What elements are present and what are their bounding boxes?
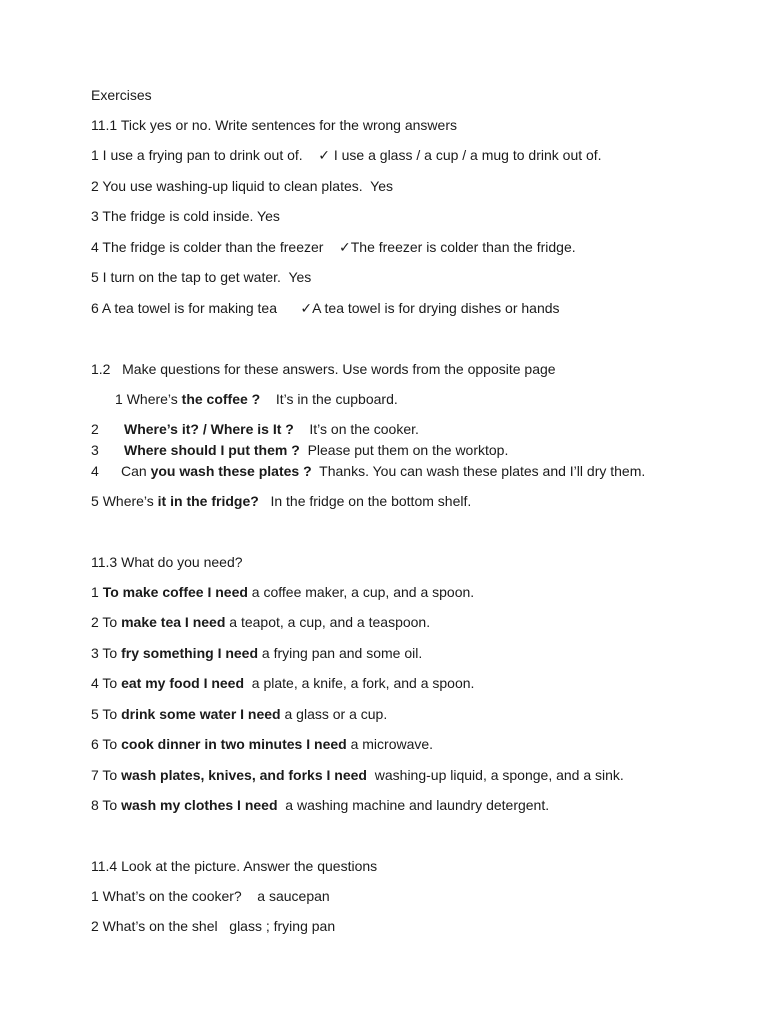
item-prefix: 7 To bbox=[91, 767, 122, 783]
exercise-item bbox=[91, 644, 422, 662]
exercise-item bbox=[91, 238, 576, 256]
answer-text: glass ; frying pan bbox=[229, 918, 336, 934]
answer-text: Yes bbox=[288, 269, 312, 285]
exercise-item bbox=[91, 674, 474, 692]
item-number: 1 bbox=[115, 391, 123, 407]
question-bold: you wash these plates ? bbox=[150, 463, 312, 479]
exercise-item bbox=[91, 177, 393, 195]
item-bold: make tea I need bbox=[121, 614, 226, 630]
answer-text: a saucepan bbox=[257, 888, 330, 904]
answer-text: In the fridge on the bottom shelf. bbox=[270, 493, 472, 509]
item-prefix: 8 To bbox=[91, 797, 122, 813]
exercise-item bbox=[91, 462, 645, 480]
item-answer: a glass or a cup. bbox=[280, 706, 388, 722]
item-bold: wash plates, knives, and forks I need bbox=[121, 767, 367, 783]
answer-text: ✓ I use a glass / a cup / a mug to drink out of. bbox=[318, 147, 602, 163]
question-bold: Where’s it? / Where is It ? bbox=[124, 421, 294, 437]
question-prefix: Can bbox=[121, 463, 151, 479]
question-text: 1 I use a frying pan to drink out of. bbox=[91, 147, 303, 163]
item-answer: a washing machine and laundry detergent. bbox=[277, 797, 550, 813]
item-answer: a teapot, a cup, and a teaspoon. bbox=[225, 614, 431, 630]
question-bold: the coffee ? bbox=[181, 391, 261, 407]
answer-text: ✓A tea towel is for drying dishes or hands bbox=[300, 300, 560, 316]
item-number: 5 bbox=[91, 493, 99, 509]
question-text: 3 The fridge is cold inside. bbox=[91, 208, 254, 224]
exercise-item bbox=[91, 268, 311, 286]
section-11-1-heading: 11.1 Tick yes or no. Write sentences for the wrong answers bbox=[91, 117, 457, 133]
question-prefix: Where’s bbox=[126, 391, 182, 407]
item-number: 4 bbox=[91, 463, 99, 479]
item-answer: a microwave. bbox=[346, 736, 434, 752]
exercise-item bbox=[91, 146, 602, 164]
exercise-item bbox=[91, 705, 387, 723]
exercise-item bbox=[91, 887, 330, 905]
document-title: Exercises bbox=[91, 87, 152, 103]
question-text: 2 What’s on the shel bbox=[91, 918, 218, 934]
question-text: 6 A tea towel is for making tea bbox=[91, 300, 277, 316]
exercise-item bbox=[91, 583, 474, 601]
answer-text: It’s in the cupboard. bbox=[275, 391, 398, 407]
item-number: 2 bbox=[91, 421, 99, 437]
exercise-item bbox=[91, 299, 560, 317]
question-text: 1 What’s on the cooker? bbox=[91, 888, 242, 904]
item-prefix: 4 To bbox=[91, 675, 122, 691]
answer-text: Thanks. You can wash these plates and I’ll dry them. bbox=[319, 463, 646, 479]
answer-text: It’s on the cooker. bbox=[309, 421, 419, 437]
question-text: 4 The fridge is colder than the freezer bbox=[91, 239, 324, 255]
answer-text: Yes bbox=[370, 178, 394, 194]
question-prefix: Where’s bbox=[102, 493, 158, 509]
exercise-item bbox=[91, 613, 430, 631]
item-answer: washing-up liquid, a sponge, and a sink. bbox=[366, 767, 624, 783]
item-bold: fry something I need bbox=[121, 645, 259, 661]
item-prefix: 1 bbox=[91, 584, 103, 600]
exercise-item bbox=[91, 917, 335, 935]
item-answer: a coffee maker, a cup, and a spoon. bbox=[247, 584, 475, 600]
question-bold: it in the fridge? bbox=[157, 493, 259, 509]
item-prefix: 5 To bbox=[91, 706, 122, 722]
exercise-item bbox=[91, 207, 280, 225]
question-bold: Where should I put them ? bbox=[124, 442, 300, 458]
exercise-item bbox=[91, 420, 419, 438]
item-bold: wash my clothes I need bbox=[121, 797, 278, 813]
item-bold: eat my food I need bbox=[121, 675, 245, 691]
item-answer: a plate, a knife, a fork, and a spoon. bbox=[244, 675, 475, 691]
exercise-item bbox=[91, 796, 549, 814]
answer-text: Yes bbox=[257, 208, 280, 224]
answer-text: ✓The freezer is colder than the fridge. bbox=[339, 239, 576, 255]
section-11-4-heading: 11.4 Look at the picture. Answer the questions bbox=[91, 858, 378, 874]
item-answer: a frying pan and some oil. bbox=[258, 645, 423, 661]
exercise-item bbox=[91, 766, 624, 784]
item-bold: cook dinner in two minutes I need bbox=[121, 736, 347, 752]
question-text: 2 You use washing-up liquid to clean plates. bbox=[91, 178, 363, 194]
answer-text: Please put them on the worktop. bbox=[307, 442, 509, 458]
section-1-2-heading: 1.2 Make questions for these answers. Use words from the opposite page bbox=[91, 361, 556, 377]
item-bold: To make coffee I need bbox=[102, 584, 248, 600]
item-bold: drink some water I need bbox=[121, 706, 281, 722]
section-11-3-heading: 11.3 What do you need? bbox=[91, 554, 243, 570]
exercise-item bbox=[91, 735, 433, 753]
item-prefix: 6 To bbox=[91, 736, 122, 752]
item-prefix: 2 To bbox=[91, 614, 122, 630]
exercise-item bbox=[91, 441, 508, 459]
item-number: 3 bbox=[91, 442, 99, 458]
item-prefix: 3 To bbox=[91, 645, 122, 661]
exercise-item bbox=[91, 492, 471, 510]
exercise-item bbox=[115, 390, 398, 408]
question-text: 5 I turn on the tap to get water. bbox=[91, 269, 281, 285]
